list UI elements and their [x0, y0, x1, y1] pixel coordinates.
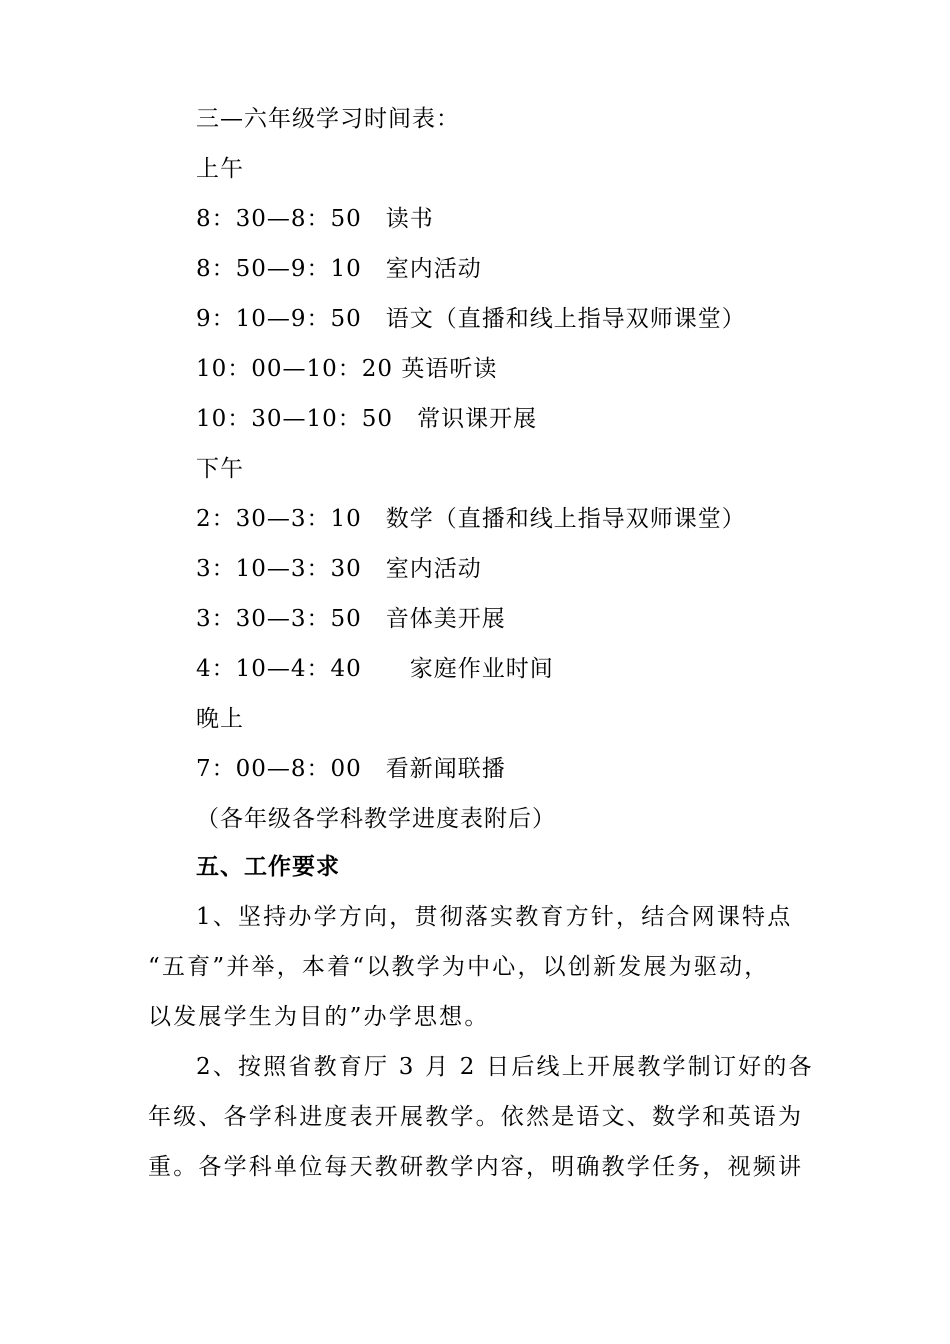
- paragraph-1-line-2: “五育”并举，本着“以教学为中心，以创新发展为驱动，: [148, 954, 770, 980]
- section-heading: 五、工作要求: [196, 854, 340, 880]
- morning-label: 上午: [196, 156, 244, 182]
- schedule-entry-evening-1: 7：00—8：00 看新闻联播: [196, 756, 506, 782]
- schedule-note: （各年级各学科教学进度表附后）: [196, 806, 556, 832]
- schedule-entry-afternoon-3: 3：30—3：50 音体美开展: [196, 606, 506, 632]
- schedule-entry-morning-1: 8：30—8：50 读书: [196, 206, 434, 232]
- schedule-entry-morning-3: 9：10—9：50 语文（直播和线上指导双师课堂）: [196, 306, 746, 332]
- paragraph-1-line-1: 1、坚持办学方向，贯彻落实教育方针，结合网课特点: [196, 904, 793, 930]
- paragraph-2: [148, 1052, 814, 1202]
- evening-label: 晚上: [196, 706, 244, 732]
- schedule-entry-afternoon-4: 4：10—4：40 家庭作业时间: [196, 656, 554, 682]
- schedule-entry-afternoon-1: 2：30—3：10 数学（直播和线上指导双师课堂）: [196, 506, 746, 532]
- paragraph-1-line-3: 以发展学生为目的”办学思想。: [148, 1004, 490, 1030]
- paragraph-2-line-1: 2、按照省教育厅 3 月 2 日后线上开展教学制订好的各: [196, 1054, 814, 1080]
- schedule-entry-morning-4: 10：00—10：20 英语听读: [196, 356, 498, 382]
- paragraph-2-line-2: 年级、各学科进度表开展教学。依然是语文、数学和英语为: [148, 1104, 804, 1130]
- schedule-title: 三—六年级学习时间表：: [196, 106, 460, 132]
- paragraph-2-line-3: 重。各学科单位每天教研教学内容，明确教学任务，视频讲: [148, 1154, 804, 1180]
- schedule-entry-morning-2: 8：50—9：10 室内活动: [196, 256, 482, 282]
- afternoon-label: 下午: [196, 456, 244, 482]
- schedule-entry-morning-5: 10：30—10：50 常识课开展: [196, 406, 538, 432]
- paragraph-1: [148, 902, 808, 1052]
- schedule-entry-afternoon-2: 3：10—3：30 室内活动: [196, 556, 482, 582]
